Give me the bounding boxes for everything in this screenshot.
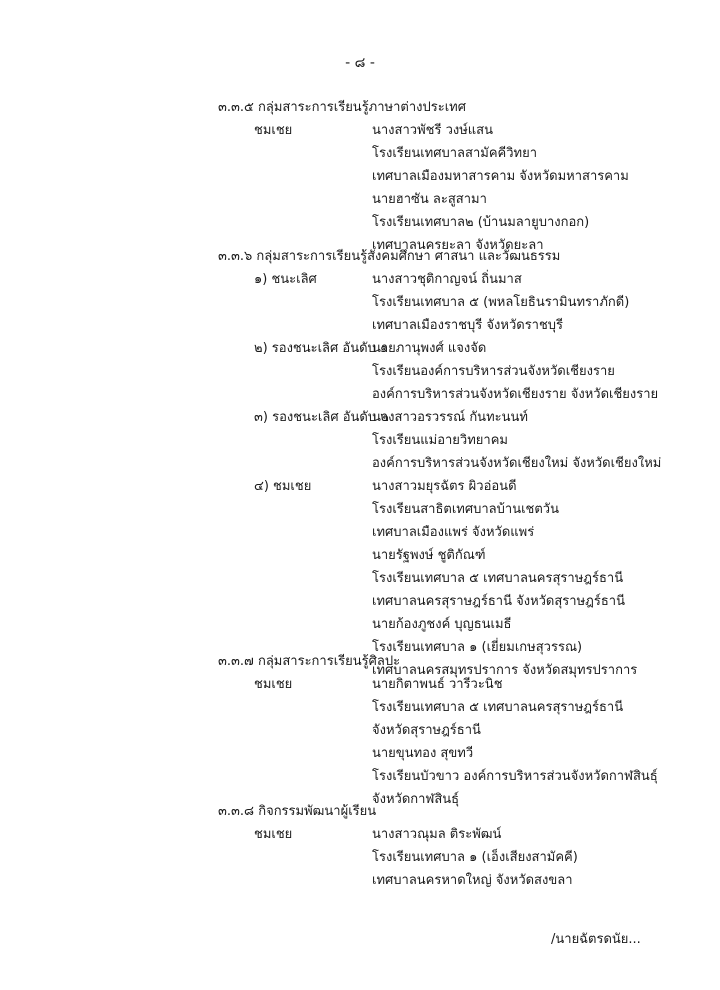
section-heading: ๓.๓.๗ กลุ่มสาระการเรียนรู้ศิลปะ: [218, 654, 401, 669]
entry-line: องค์การบริหารส่วนจังหวัดเชียงใหม่ จังหวัดเชียงใหม่: [372, 456, 662, 471]
entry-line: โรงเรียนเทศบาลสามัคคีวิทยา: [372, 146, 538, 161]
entry-line: นายภานุพงศ์ แจงจัด: [372, 341, 487, 356]
entry-line: เทศบาลนครยะลา จังหวัดยะลา: [372, 238, 544, 253]
section-heading: ๓.๓.๖ กลุ่มสาระการเรียนรู้สังคมศึกษา ศาสนา และวัฒนธรรม: [218, 249, 561, 264]
entry-line: เทศบาลเมืองมหาสารคาม จังหวัดมหาสารคาม: [372, 169, 629, 184]
entry-line: โรงเรียนเทศบาล ๕ เทศบาลนครสุราษฎร์ธานี: [372, 571, 624, 586]
entry-line: จังหวัดกาฬสินธุ์: [372, 792, 460, 807]
entry-line: เทศบาลเมืองราชบุรี จังหวัดราชบุรี: [372, 318, 564, 333]
entry-line: นางสาวอรวรรณ์ กันทะนนท์: [372, 410, 528, 425]
entry-line: โรงเรียนเทศบาล ๑ (เอ็งเสียงสามัคคี): [372, 850, 578, 865]
award-label: ชมเชย: [254, 123, 293, 138]
entry-line: เทศบาลนครสมุทรปราการ จังหวัดสมุทรปราการ: [372, 663, 638, 678]
entry-line: นายฮาซัน ละสูสามา: [372, 192, 487, 207]
entry-line: จังหวัดสุราษฎร์ธานี: [372, 723, 481, 738]
entry-line: โรงเรียนเทศบาล ๕ เทศบาลนครสุราษฎร์ธานี: [372, 700, 624, 715]
entry-line: นายรัฐพงษ์ ชูติกัณฑ์: [372, 548, 486, 563]
award-label: ๑) ชนะเลิศ: [254, 272, 317, 287]
entry-line: องค์การบริหารส่วนจังหวัดเชียงราย จังหวัดเชียงราย: [372, 387, 659, 402]
entry-line: นายก้องภูชงค์ บุญธนเมธี: [372, 617, 512, 632]
entry-line: โรงเรียนองค์การบริหารส่วนจังหวัดเชียงราย: [372, 364, 615, 379]
entry-line: โรงเรียนเทศบาล๒ (บ้านมลายูบางกอก): [372, 215, 590, 230]
page-number: - ๘ -: [345, 55, 375, 71]
section-heading: ๓.๓.๕ กลุ่มสาระการเรียนรู้ภาษาต่างประเทศ: [218, 100, 466, 115]
award-label: ชมเชย: [254, 827, 293, 842]
entry-line: เทศบาลนครสุราษฎร์ธานี จังหวัดสุราษฎร์ธานี: [372, 594, 625, 609]
entry-line: โรงเรียนแม่อายวิทยาคม: [372, 433, 508, 448]
entry-line: โรงเรียนบัวขาว องค์การบริหารส่วนจังหวัดกาฬสินธุ์: [372, 769, 658, 784]
section-heading: ๓.๓.๘ กิจกรรมพัฒนาผู้เรียน: [218, 804, 377, 819]
entry-line: เทศบาลนครหาดใหญ่ จังหวัดสงขลา: [372, 873, 573, 888]
entry-line: โรงเรียนเทศบาล ๑ (เยี่ยมเกษสุวรรณ): [372, 640, 583, 655]
entry-line: นางสาวณุมล ติระพัฒน์: [372, 827, 502, 842]
entry-line: นายขุนทอง สุขทวี: [372, 746, 474, 761]
award-label: ชมเชย: [254, 677, 293, 692]
entry-line: นางสาวพัชรี วงษ์แสน: [372, 123, 493, 138]
award-label: ๔) ชมเชย: [254, 479, 312, 494]
entry-line: เทศบาลเมืองแพร่ จังหวัดแพร่: [372, 525, 535, 540]
entry-line: โรงเรียนสาธิตเทศบาลบ้านเชตวัน: [372, 502, 559, 517]
entry-line: โรงเรียนเทศบาล ๕ (พหลโยธินรามินทราภักดี): [372, 295, 630, 310]
entry-line: นางสาวชุติกาญจน์ ถิ่นมาส: [372, 272, 522, 287]
entry-line: นายกิตาพนธ์ วารีวะนิช: [372, 677, 503, 692]
award-label: ๓) รองชนะเลิศ อันดับ ๒: [254, 410, 389, 425]
continuation-note: /นายฉัตรดนัย...: [551, 932, 641, 947]
award-label: ๒) รองชนะเลิศ อันดับ ๑: [254, 341, 389, 356]
entry-line: นางสาวมยุรฉัตร ผิวอ่อนดี: [372, 479, 517, 494]
